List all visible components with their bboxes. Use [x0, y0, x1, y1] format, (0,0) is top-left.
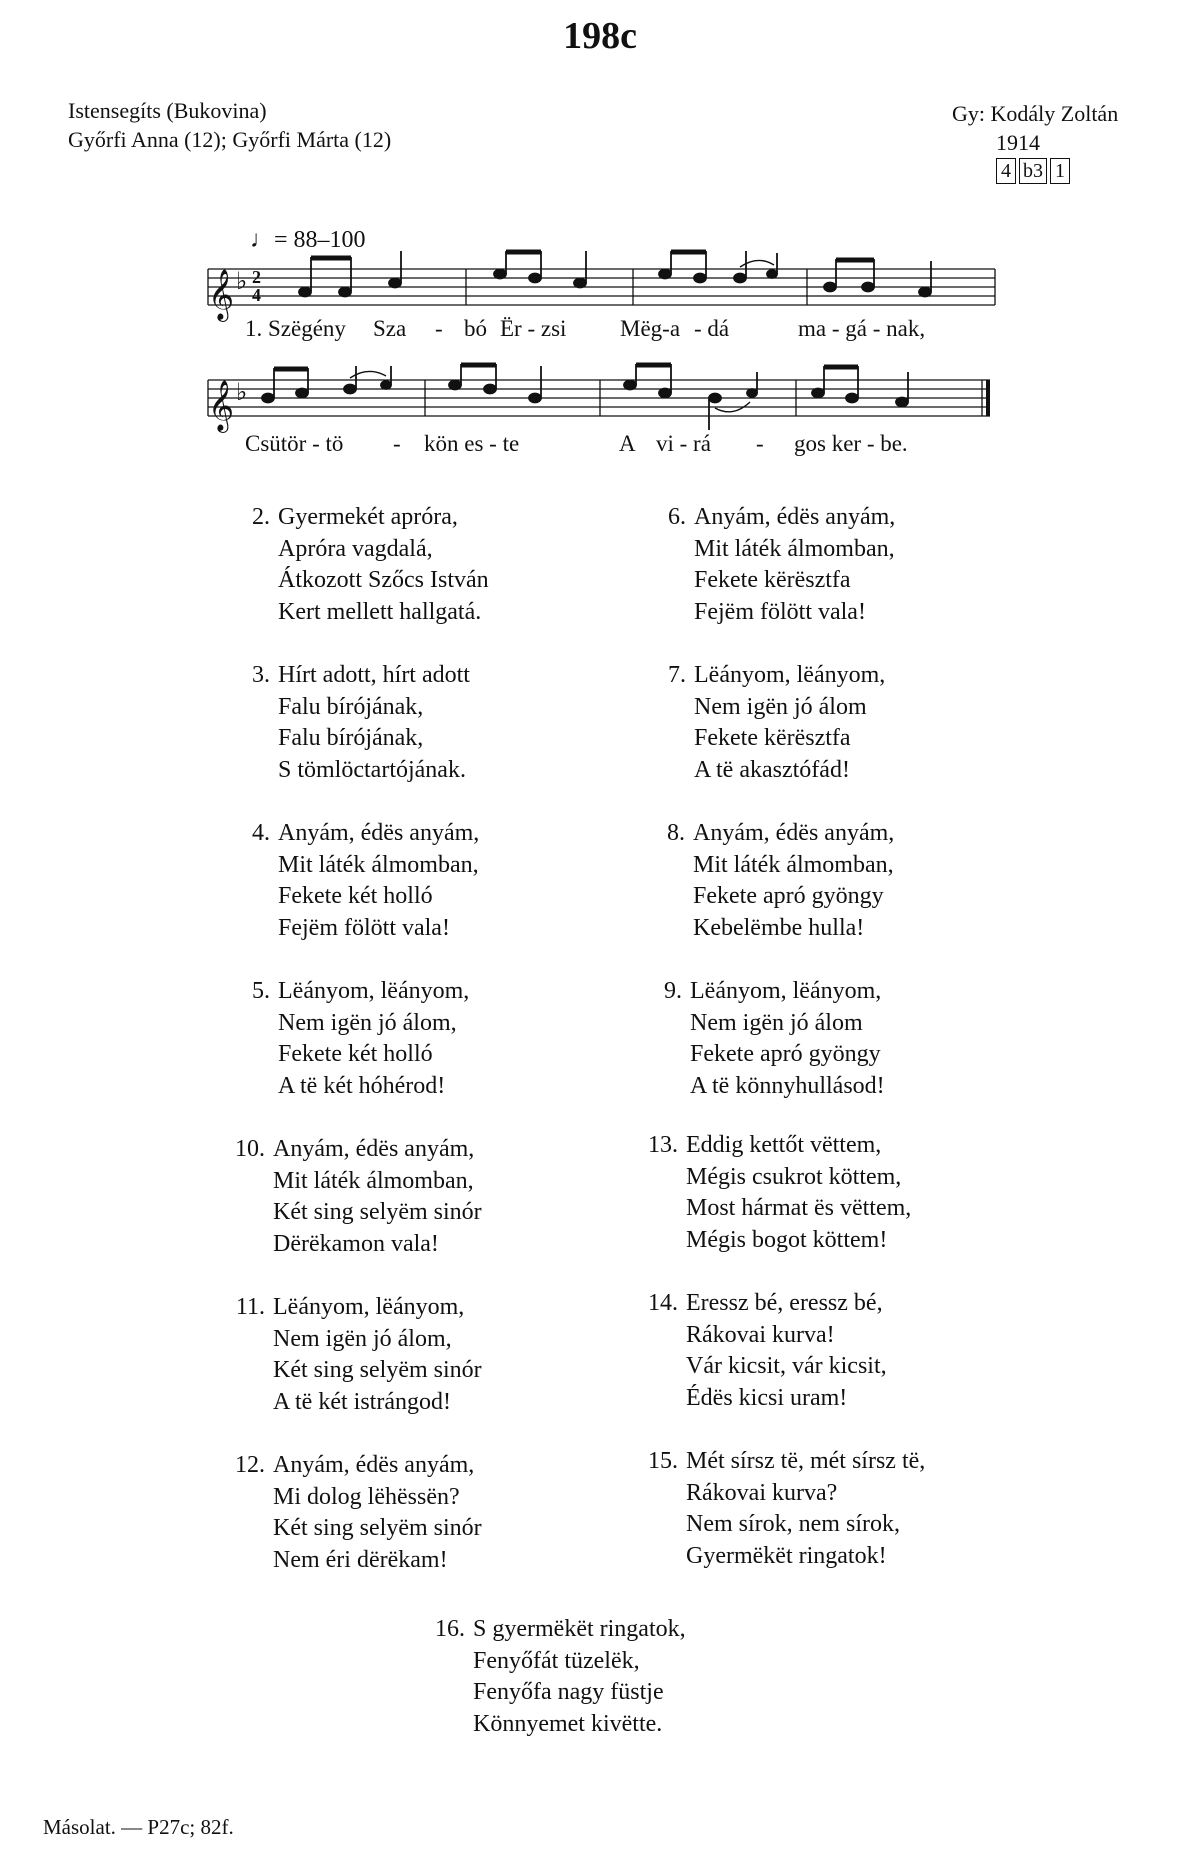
- verse-line: Fekete két holló: [278, 883, 433, 909]
- verse-block: [225, 1292, 545, 1422]
- verse-line: Apróra vagdalá,: [278, 535, 433, 562]
- flat-icon: ♭: [236, 378, 248, 406]
- verse-number: 13.: [648, 1132, 678, 1158]
- verse-block: [638, 1446, 998, 1576]
- verse-line: Anyám, édës anyám,: [694, 504, 896, 530]
- verse-number: 15.: [648, 1448, 678, 1474]
- verse-number: 12.: [235, 1452, 265, 1478]
- year-label: 1914: [996, 130, 1040, 155]
- flat-icon: ♭: [236, 267, 248, 295]
- verse-line: Mit láték álmomban,: [278, 851, 479, 878]
- verse-block: [638, 1288, 978, 1418]
- treble-clef-icon: 𝄞: [208, 269, 235, 320]
- verse-line: Fenyőfát tüzelëk,: [473, 1647, 640, 1674]
- verse-line: A të két hóhérod!: [278, 1072, 446, 1099]
- lyric-syllable: Ër - zsi: [500, 316, 567, 341]
- verse-line: Fenyőfa nagy füstje: [473, 1679, 664, 1705]
- code-box: 4: [996, 158, 1016, 184]
- verse-number: 6.: [668, 504, 686, 530]
- verse-number: 11.: [235, 1294, 265, 1320]
- verse-line: Mit láték álmomban,: [694, 535, 895, 562]
- verse-line: Fejëm fölött vala!: [278, 914, 450, 941]
- verse-line: Mit láték álmomban,: [273, 1167, 474, 1194]
- verse-line: Gyermëkët ringatok!: [686, 1542, 887, 1569]
- verse-line: Nem éri dërëkam!: [273, 1546, 448, 1573]
- verse-line: Fekete kërësztfa: [694, 725, 851, 751]
- verse-line: Lëányom, lëányom,: [694, 662, 886, 688]
- verse-line: Fekete két holló: [278, 1041, 433, 1067]
- footer-note: Másolat. — P27c; 82f.: [43, 1815, 234, 1839]
- lyric-syllable: 1. Szëgény: [245, 316, 346, 341]
- verse-line: Nem igën jó álom,: [273, 1325, 452, 1352]
- verse-line: Falu bírójának,: [278, 725, 424, 751]
- code-box: 1: [1050, 158, 1070, 184]
- lyric-syllable: gos ker - be.: [794, 431, 908, 456]
- verse-block: [225, 1134, 545, 1264]
- verse-block: [230, 502, 550, 632]
- verse-block: [646, 660, 986, 790]
- classification-codes: [996, 158, 1070, 184]
- svg-text:2: 2: [252, 267, 261, 287]
- collector-label: Gy: Kodály Zoltán: [952, 101, 1119, 126]
- tempo-marking: ♩= 88–100: [250, 227, 366, 253]
- verse-number: 10.: [235, 1136, 265, 1162]
- treble-clef-icon: 𝄞: [208, 380, 235, 431]
- verse-line: Fejëm fölött vala!: [694, 598, 866, 625]
- lyric-syllable: - dá: [694, 316, 730, 341]
- verse-block: [646, 502, 986, 632]
- verse-line: Fekete apró gyöngy: [690, 1041, 881, 1067]
- verse-line: Két sing selyëm sinór: [273, 1357, 482, 1383]
- lyric-syllable: kön es - te: [424, 431, 520, 456]
- verse-number: 14.: [648, 1290, 678, 1316]
- verse-line: A të két istrángod!: [273, 1388, 451, 1415]
- verse-line: Átkozott Szőcs István: [278, 567, 489, 593]
- verse-block: [230, 660, 550, 790]
- lyric-syllable: Csütör - tö: [245, 431, 344, 456]
- verse-number: 3.: [252, 662, 270, 688]
- lyric-syllable: bó: [464, 316, 487, 341]
- verse-line: Két sing selyëm sinór: [273, 1515, 482, 1541]
- verse-line: Mit láték álmomban,: [693, 851, 894, 878]
- verse-line: Anyám, édës anyám,: [273, 1452, 475, 1478]
- verse-line: Hírt adott, hírt adott: [278, 662, 470, 688]
- lyric-syllable: vi - rá: [656, 431, 711, 456]
- verse-line: Lëányom, lëányom,: [273, 1294, 465, 1320]
- verse-line: Két sing selyëm sinór: [273, 1199, 482, 1225]
- verse-line: Rákovai kurva!: [686, 1321, 835, 1348]
- code-box: b3: [1019, 158, 1047, 184]
- verse-line: S tömlöctartójának.: [278, 756, 466, 783]
- verse-line: Most hármat ës vëttem,: [686, 1195, 912, 1221]
- verse-number: 7.: [668, 662, 686, 688]
- lyric-syllable: ma - gá - nak,: [798, 316, 926, 341]
- singers-label: Győrfi Anna (12); Győrfi Márta (12): [68, 127, 392, 152]
- verse-number: 4.: [252, 820, 270, 846]
- verse-line: Anyám, édës anyám,: [278, 820, 480, 846]
- verse-number: 5.: [252, 978, 270, 1004]
- verse-line: Nem sírok, nem sírok,: [686, 1511, 900, 1537]
- verse-line: Nem igën jó álom: [694, 693, 867, 720]
- verse-line: Vár kicsit, vár kicsit,: [686, 1353, 887, 1379]
- verse-block: [642, 976, 982, 1106]
- verse-block: [425, 1614, 765, 1744]
- verse-line: Fekete kërësztfa: [694, 567, 851, 593]
- lyric-syllable: -: [756, 431, 764, 456]
- verse-block: [225, 1450, 545, 1580]
- verse-line: Lëányom, lëányom,: [278, 978, 470, 1004]
- verse-number: 9.: [664, 978, 682, 1004]
- verse-line: Nem igën jó álom,: [278, 1009, 457, 1036]
- header-left: [68, 96, 391, 154]
- verse-number: 8.: [667, 820, 685, 846]
- svg-text:4: 4: [252, 285, 261, 305]
- verse-line: Rákovai kurva?: [686, 1479, 838, 1506]
- verse-line: Édës kicsi uram!: [686, 1384, 848, 1411]
- verse-line: A të könnyhullásod!: [690, 1072, 885, 1099]
- verse-line: Eressz bé, eressz bé,: [686, 1290, 883, 1316]
- verse-line: Kebelëmbe hulla!: [693, 914, 865, 941]
- verse-line: Eddig kettőt vëttem,: [686, 1132, 882, 1158]
- verse-line: Lëányom, lëányom,: [690, 978, 882, 1004]
- lyric-syllable: Sza: [373, 316, 407, 341]
- lyric-syllable: -: [435, 316, 443, 341]
- verse-line: Könnyemet kivëtte.: [473, 1710, 663, 1737]
- verse-line: Mi dolog lëhëssën?: [273, 1483, 460, 1510]
- lyric-syllable: A: [619, 431, 636, 456]
- lyric-syllable: -: [393, 431, 401, 456]
- verse-line: Gyermekét apróra,: [278, 504, 458, 530]
- verse-line: A të akasztófád!: [694, 756, 850, 783]
- verse-block: [230, 818, 550, 948]
- verse-line: Falu bírójának,: [278, 693, 424, 720]
- verse-line: Anyám, édës anyám,: [693, 820, 895, 846]
- verse-line: Mégis csukrot köttem,: [686, 1163, 902, 1190]
- verse-number: 2.: [252, 504, 270, 530]
- verse-line: Mégis bogot köttem!: [686, 1226, 888, 1253]
- verse-line: Kert mellett hallgatá.: [278, 598, 482, 625]
- verse-line: Fekete apró gyöngy: [693, 883, 884, 909]
- verse-line: Nem igën jó álom: [690, 1009, 863, 1036]
- verse-line: Mét sírsz të, mét sírsz të,: [686, 1448, 926, 1474]
- page-title: 198c: [563, 15, 637, 57]
- lyric-syllable: Mëg-a: [620, 316, 681, 341]
- place-label: Istensegíts (Bukovina): [68, 98, 267, 123]
- verse-line: S gyermëkët ringatok,: [473, 1616, 686, 1642]
- verse-line: Anyám, édës anyám,: [273, 1136, 475, 1162]
- verse-block: [230, 976, 550, 1106]
- verse-block: [645, 818, 985, 948]
- verse-block: [638, 1130, 978, 1260]
- verse-number: 16.: [435, 1616, 465, 1642]
- verse-line: Dërëkamon vala!: [273, 1230, 439, 1257]
